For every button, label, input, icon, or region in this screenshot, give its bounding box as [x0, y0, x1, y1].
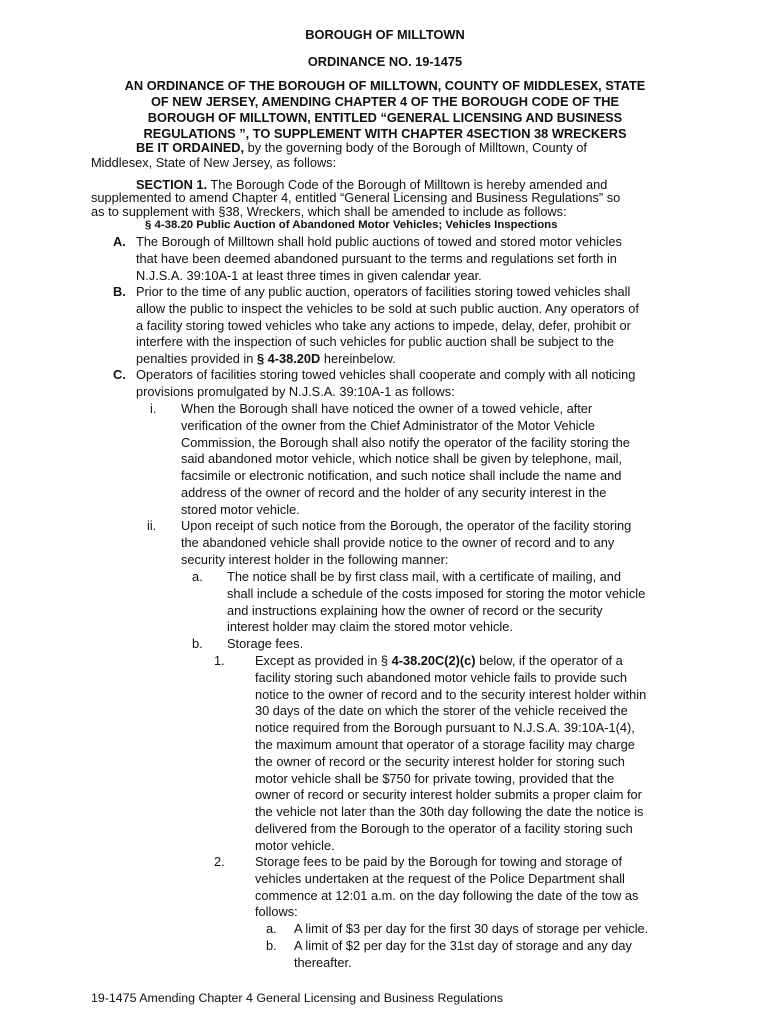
- section-1-line-2: supplemented to amend Chapter 4, entitled “General Licensing and Business Regulations” so: [91, 190, 621, 205]
- text-run: below, if the operator of a: [475, 653, 623, 668]
- ordained-text: by the governing body of the Borough of Milltown, County of: [244, 140, 587, 155]
- section-reference: § 4-38.20D: [256, 351, 321, 367]
- text-line: shall include a schedule of the costs imposed for storing the motor vehicle: [227, 585, 646, 601]
- text-line: the owner of record or the security interest holder for storing such: [255, 753, 625, 769]
- text-line: verification of the owner from the Chief Administrator of the Motor Vehicle: [181, 417, 595, 433]
- item-ii-b-text: Storage fees.: [227, 636, 304, 651]
- text-line: the maximum amount that operator of a storage facility may charge: [255, 736, 635, 752]
- item-a-label: A.: [113, 234, 126, 249]
- text-line: facsimile or electronic notification, and such notice shall include the name and: [181, 468, 622, 484]
- title-line: REGULATIONS ”, TO SUPPLEMENT WITH CHAPTER 4SECTION 38 WRECKERS: [143, 126, 627, 141]
- borough-heading: BOROUGH OF MILLTOWN: [305, 27, 465, 42]
- title-line: OF NEW JERSEY, AMENDING CHAPTER 4 OF THE BOROUGH CODE OF THE: [150, 94, 620, 109]
- text-line: 30 days of the date on which the storer of the vehicle received the: [255, 703, 628, 719]
- text-line: The Borough of Milltown shall hold public auctions of towed and stored motor vehicles: [136, 234, 622, 249]
- item-i-text: [181, 401, 681, 519]
- item-i-label: i.: [150, 401, 157, 416]
- text-line: vehicles undertaken at the request of the Police Department shall: [255, 870, 625, 886]
- text-line: When the Borough shall have noticed the owner of a towed vehicle, after: [181, 401, 593, 416]
- text-line: N.J.S.A. 39:10A-1 at least three times in given calendar year.: [136, 267, 482, 283]
- text-line: facility storing such abandoned motor vehicle fails to provide such: [255, 669, 628, 685]
- text-line: Commission, the Borough shall also notify the operator of the facility storing the: [181, 434, 630, 450]
- text-line: Storage fees to be paid by the Borough for towing and storage of: [255, 854, 623, 869]
- item-ii-text: [181, 518, 681, 568]
- section-1-text: The Borough Code of the Borough of Milltown is hereby amended and: [207, 177, 608, 192]
- item-b-label: B.: [113, 284, 126, 299]
- item-ii-a-label: a.: [192, 569, 203, 584]
- text-line: stored motor vehicle.: [181, 501, 300, 517]
- section-reference: 4-38.20C(2)(c): [391, 653, 476, 668]
- item-c-text: [136, 367, 681, 401]
- text-line: follows:: [255, 904, 298, 920]
- ordained-line-2: Middlesex, State of New Jersey, as follows:: [91, 155, 337, 170]
- text-line: Prior to the time of any public auction, operators of facilities storing towed vehicles shall: [136, 284, 631, 299]
- item-2-text: [255, 854, 681, 921]
- text-line: interfere with the inspection of such vehicles for public auction shall be subject to the: [136, 334, 615, 350]
- text-line: allow the public to inspect the vehicles to be sold at such public auction. Any operators of: [136, 300, 639, 316]
- text-line: the vehicle not later than the 30th day following the date the notice is: [255, 804, 644, 820]
- text-line: a facility storing towed vehicles who take any actions to impede, delay, defer, prohibit or: [136, 317, 631, 333]
- text-line: owner of record or security interest holder submits a proper claim for: [255, 787, 642, 803]
- ordained-lead: BE IT ORDAINED,: [136, 140, 245, 155]
- text-run: hereinbelow.: [320, 351, 396, 367]
- text-line: address of the owner of record and the holder of any security interest in the: [181, 484, 607, 500]
- text-line: [255, 653, 681, 670]
- title-line: AN ORDINANCE OF THE BOROUGH OF MILLTOWN, COUNTY OF MIDDLESEX, STATE: [124, 78, 646, 93]
- item-1-text: [255, 653, 681, 855]
- item-2a-label: a.: [266, 921, 277, 936]
- section-1-lead: SECTION 1.: [136, 177, 208, 192]
- text-run: Except as provided in §: [255, 653, 392, 668]
- title-line: BOROUGH OF MILLTOWN, ENTITLED “GENERAL LICENSING AND BUSINESS: [147, 110, 623, 125]
- text-line: interest holder may claim the stored motor vehicle.: [227, 619, 513, 635]
- text-run: penalties provided in: [136, 351, 257, 367]
- item-1-label: 1.: [214, 653, 225, 668]
- section-heading: § 4-38.20 Public Auction of Abandoned Motor Vehicles; Vehicles Inspections: [145, 219, 558, 231]
- text-line: motor vehicle shall be $750 for private towing, provided that the: [255, 770, 615, 786]
- item-2b-label: b.: [266, 938, 277, 953]
- item-2b-text: [294, 938, 684, 972]
- text-line: and instructions explaining how the owner of record or the security: [227, 602, 603, 618]
- section-1-line-3: as to supplement with §38, Wreckers, which shall be amended to include as follows:: [91, 204, 567, 219]
- item-a-text: [136, 234, 676, 284]
- text-line: commence at 12:01 a.m. on the day following the date of the tow as: [255, 887, 639, 903]
- text-line: the abandoned vehicle shall provide notice to the owner of record and to any: [181, 534, 615, 550]
- text-line: motor vehicle.: [255, 837, 335, 853]
- item-b-text: [136, 284, 681, 368]
- text-line: delivered from the Borough to the operator of a facility storing such: [255, 820, 633, 836]
- text-line: provisions promulgated by N.J.S.A. 39:10A-1 as follows:: [136, 383, 455, 399]
- item-2a-text: A limit of $3 per day for the first 30 days of storage per vehicle.: [294, 921, 649, 936]
- text-line: that have been deemed abandoned pursuant to the terms and regulations set forth in: [136, 250, 617, 266]
- text-line: said abandoned motor vehicle, which notice shall be given by telephone, mail,: [181, 451, 623, 467]
- item-ii-a-text: [227, 569, 681, 636]
- item-2-label: 2.: [214, 854, 225, 869]
- text-line: thereafter.: [294, 954, 352, 970]
- page-footer: 19-1475 Amending Chapter 4 General Licensing and Business Regulations: [91, 991, 503, 1005]
- item-ii-b-label: b.: [192, 636, 203, 651]
- ordinance-number: ORDINANCE NO. 19-1475: [307, 54, 463, 69]
- text-line: [136, 351, 681, 368]
- text-line: A limit of $2 per day for the 31st day of storage and any day: [294, 938, 632, 953]
- text-line: Operators of facilities storing towed vehicles shall cooperate and comply with all noticing: [136, 367, 636, 382]
- item-c-label: C.: [113, 367, 126, 382]
- text-line: The notice shall be by first class mail, with a certificate of mailing, and: [227, 569, 622, 584]
- text-line: notice required from the Borough pursuant to N.J.S.A. 39:10A-1(4),: [255, 720, 635, 736]
- text-line: notice to the owner of record and to the security interest holder within: [255, 686, 647, 702]
- item-ii-label: ii.: [147, 518, 157, 533]
- text-line: Upon receipt of such notice from the Borough, the operator of the facility storing: [181, 518, 632, 533]
- text-line: security interest holder in the following manner:: [181, 551, 449, 567]
